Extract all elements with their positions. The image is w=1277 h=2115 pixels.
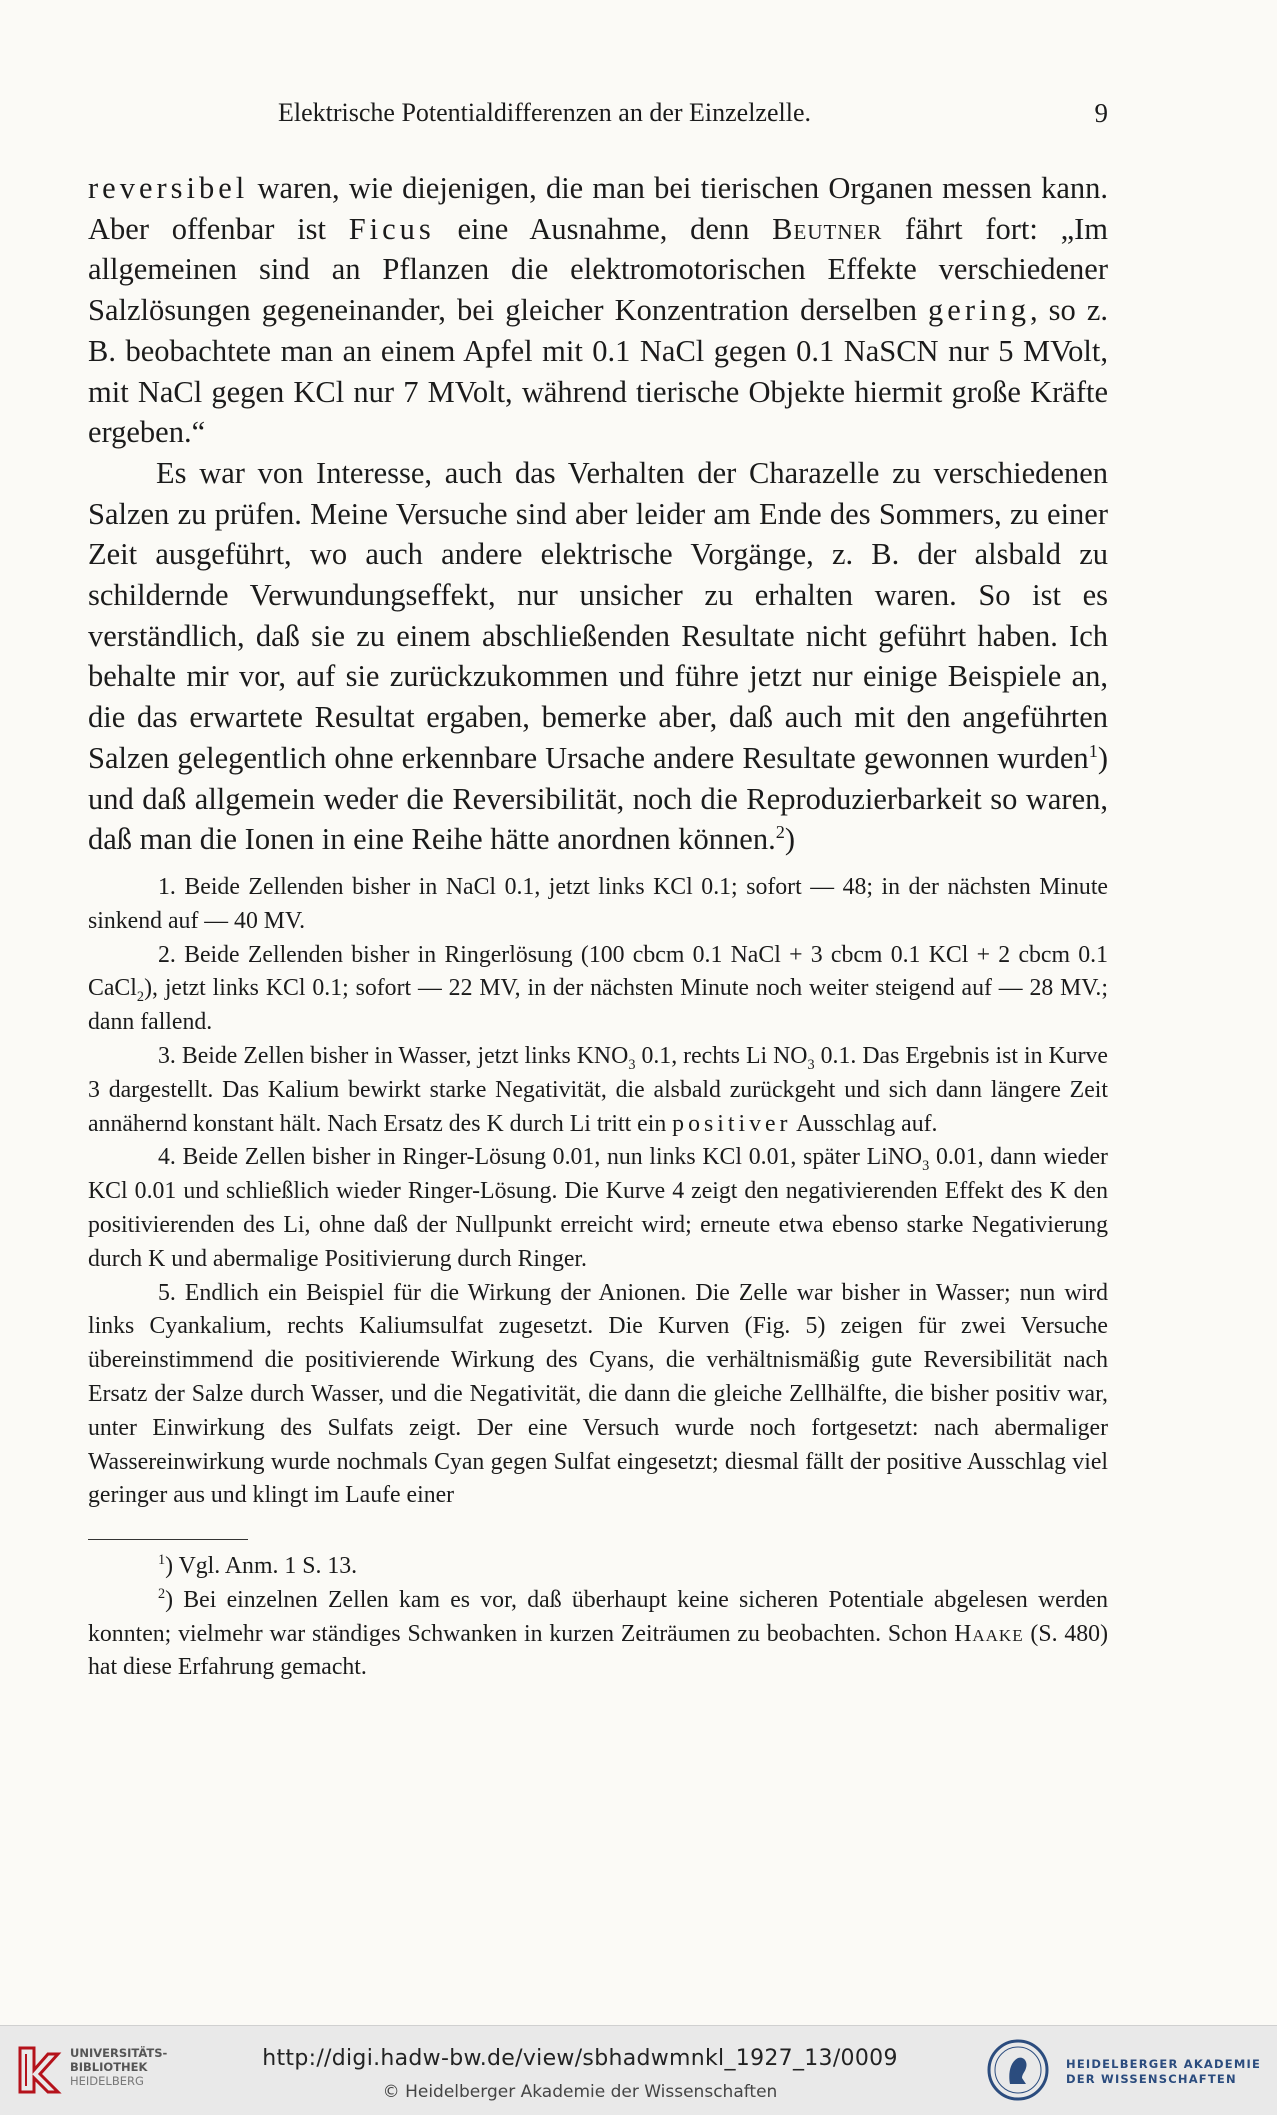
akademie-logo[interactable]: [986, 2038, 1266, 2104]
logo-line: UNIVERSITÄTS-: [70, 2046, 168, 2060]
footnote-text: ) Bei einzelnen Zellen kam es vor, daß überhaupt keine sicheren Potentiale abgelesen werden konnten; vielmehr war ständiges Schwanken in kurzen Zeiträumen zu beobachten. Schon: [88, 1586, 1108, 1647]
spaced-emphasis: gering: [928, 293, 1030, 328]
subscript: 3: [628, 1056, 636, 1073]
experiment-list: [88, 871, 1108, 1513]
logo-line: BIBLIOTHEK: [70, 2060, 148, 2074]
footnote-number: 1: [158, 1552, 166, 1569]
akademie-seal-icon: [986, 2038, 1050, 2102]
footnote-ref: 1: [1088, 740, 1098, 761]
university-library-logo[interactable]: [14, 2044, 204, 2100]
subscript: 3: [922, 1158, 930, 1175]
permalink-url[interactable]: http://digi.hadw-bw.de/view/sbhadwmnkl_1927_13/0009: [262, 2046, 898, 2071]
footnote: [88, 1550, 1108, 1584]
text-run: eine Ausnahme, denn: [434, 211, 773, 246]
list-item: [88, 939, 1108, 1040]
spaced-emphasis: reversibel: [88, 171, 249, 205]
text-run: fährt fort: „Im allgemeinen sind an Pflanzen die elektromotorischen Effekte verschiedener Salzlösungen gegeneinander, bei gleicher Konzentration derselben: [88, 211, 1108, 328]
running-header: [88, 98, 1108, 138]
text-run: ) und daß allgemein weder die Reversibilität, noch die Reproduzierbarkeit so waren, daß man die Ionen in eine Reihe hätte anordnen können.: [88, 740, 1108, 857]
author-name: Haake: [954, 1620, 1024, 1647]
author-name: Beutner: [772, 211, 883, 246]
page-number: 9: [1094, 98, 1108, 128]
footnote-text: ) Vgl. Anm. 1 S. 13.: [165, 1553, 358, 1580]
logo-line: HEIDELBERGER AKADEMIE: [1066, 2057, 1262, 2071]
footnote-text: (S. 480) hat diese Erfahrung gemacht.: [88, 1620, 1108, 1681]
text-run: Ausschlag auf.: [791, 1110, 938, 1137]
footnotes: [88, 1550, 1108, 1685]
text-run: waren, wie diejenigen, die man bei tierischen Organen messen kann. Aber offenbar ist: [88, 171, 1108, 246]
paragraph-continued: [88, 168, 1108, 453]
logo-line: HEIDELBERG: [70, 2074, 144, 2088]
text-run: 0.1, rechts Li NO: [635, 1042, 808, 1069]
list-item: 5. Endlich ein Beispiel für die Wirkung der Anionen. Die Zelle war bisher in Wasser; nun wird links Cyankalium, rechts Kaliumsulfat zugesetzt. Die Kurven (Fig. 5) zeigen für zwei Versuche übereinstimmend die positivierende Wirkung des Cyans, die verhältnismäßig gute Reversibilität nach Ersatz der Salze durch Wasser, und die Negativität, die dann die gleiche Zellhälfte, die bisher positiv war, unter Einwirkung des Sulfats zeigt. Der eine Versuch wurde noch fortgesetzt: nach abermaliger Wassereinwirkung wurde nochmals Cyan gegen Sulfat eingesetzt; diesmal fällt der positive Ausschlag viel geringer aus und klingt im Laufe einer: [88, 1279, 1108, 1509]
text-run: 0.01, dann wieder KCl 0.01 und schließlich wieder Ringer-Lösung. Die Kurve 4 zeigt den negativierenden Effekt des K den positivierenden des Li, ohne daß der Nullpunkt erreicht wird; erneute etwa ebenso starke Negativierung durch K und abermalige Positivierung durch Ringer.: [88, 1144, 1108, 1272]
text-run: 0.1. Das Ergebnis ist in Kurve 3 dargestellt. Das Kalium bewirkt starke Negativität, die alsbald zurückgeht und sich dann längere Zeit annähernd konstant hält. Nach Ersatz des K durch Li tritt ein: [88, 1042, 1108, 1137]
text-run: ): [784, 822, 796, 857]
text-run: ), jetzt links KCl 0.1; sofort — 22 MV, in der nächsten Minute noch weiter steigend auf — 28 MV.; dann fallend.: [88, 975, 1108, 1036]
list-item: 1. Beide Zellenden bisher in NaCl 0.1, jetzt links KCl 0.1; sofort — 48; in der nächsten Minute sinkend auf — 40 MV.: [88, 873, 1108, 934]
footnote: [88, 1584, 1108, 1685]
text-run: 4. Beide Zellen bisher in Ringer-Lösung 0.01, nun links KCl 0.01, später LiNO: [158, 1144, 923, 1171]
footnote-ref: 2: [775, 822, 785, 843]
running-title: Elektrische Potentialdifferenzen an der Einzelzelle.: [278, 98, 811, 127]
main-text: [88, 168, 1108, 1685]
footnote-divider: [88, 1539, 248, 1540]
list-item: [88, 1141, 1108, 1276]
paragraph: [88, 453, 1108, 860]
copyright-notice: © Heidelberger Akademie der Wissenschaften: [382, 2082, 778, 2102]
spaced-emphasis: positiver: [672, 1110, 792, 1137]
text-run: 2. Beide Zellenden bisher in Ringerlösung (100 cbcm 0.1 NaCl + 3 cbcm 0.1 KCl + 2 cbcm 0.1 CaCl: [88, 941, 1108, 1002]
list-item: [88, 1040, 1108, 1141]
logo-line: DER WISSENSCHAFTEN: [1066, 2072, 1237, 2086]
text-run: Es war von Interesse, auch das Verhalten der Charazelle zu verschiedenen Salzen zu prüfen. Meine Versuche sind aber leider am Ende des Sommers, zu einer Zeit ausgeführt, wo auch andere elektrische Vorgänge, z. B. der alsbald zu schildernde Verwundungseffekt, nur unsicher zu erhalten waren. So ist es verständlich, daß sie zu einem abschließenden Resultate nicht geführt haben. Ich behalte mir vor, auf sie zurückzukommen und führe jetzt nur einige Beispiele an, die das erwartete Resultat ergaben, bemerke aber, daß auch mit den angeführten Salzen gelegentlich ohne erkennbare Ursache andere Resultate gewonnen wurden: [88, 455, 1108, 775]
university-library-logo-icon: [14, 2044, 64, 2096]
text-run: , so z. B. beobachtete man an einem Apfel mit 0.1 NaCl gegen 0.1 NaSCN nur 5 MVolt, mit NaCl gegen KCl nur 7 MVolt, während tierische Objekte hiermit große Kräfte ergeben.“: [88, 293, 1108, 450]
viewer-footer: [0, 2025, 1277, 2115]
subscript: 3: [807, 1056, 815, 1073]
spaced-emphasis: Ficus: [348, 211, 435, 246]
text-run: 3. Beide Zellen bisher in Wasser, jetzt links KNO: [158, 1042, 629, 1069]
footnote-number: 2: [158, 1585, 166, 1602]
subscript: 2: [136, 989, 145, 1006]
